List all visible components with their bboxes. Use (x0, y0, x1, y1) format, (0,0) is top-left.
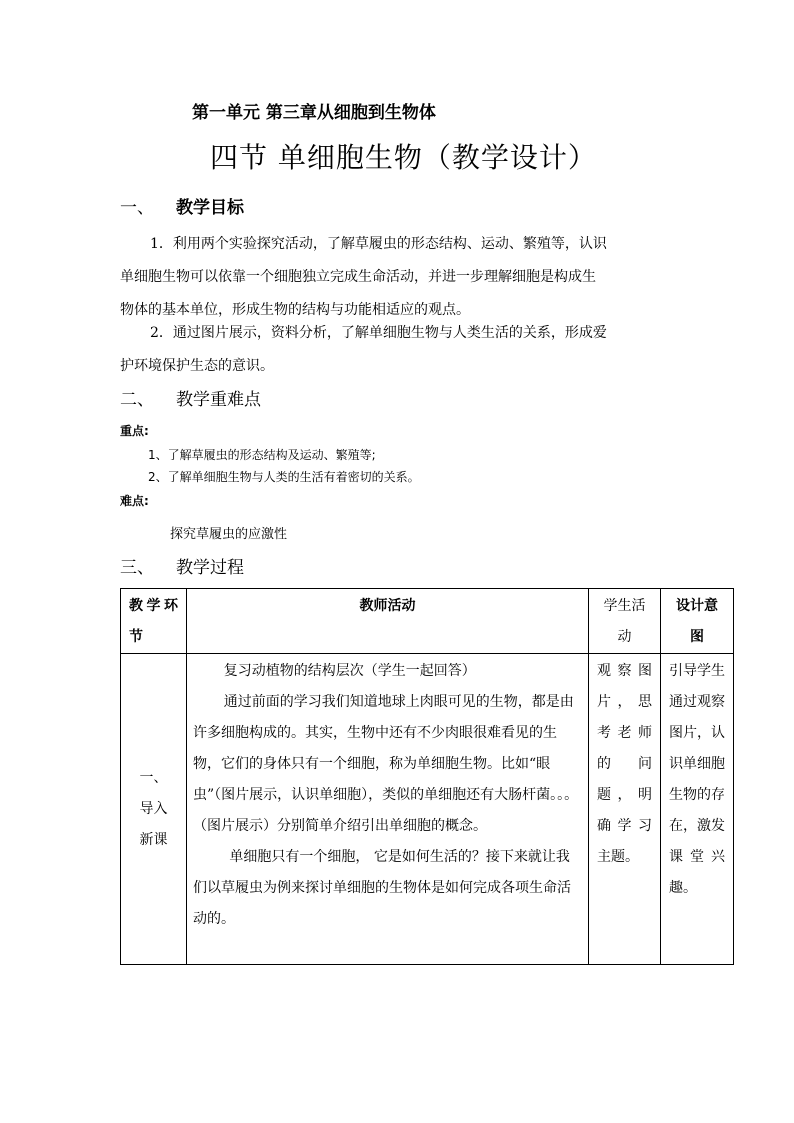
section-1-title: 教学目标 (176, 198, 244, 218)
section-3-title: 教学过程 (176, 558, 244, 578)
header-teacher-activity: 教师活动 (187, 589, 589, 654)
document-title: 四节 单细胞生物（教学设计） (210, 141, 597, 174)
objective-line: 单细胞生物可以依靠一个细胞独立完成生命活动，并进一步理解细胞是构成生 (120, 269, 596, 285)
table-header-row (121, 589, 734, 654)
teacher-activity-cell (187, 654, 589, 965)
key-points-label: 重点: (120, 424, 149, 438)
stage-number: 一、 (139, 769, 168, 786)
header-stage: 教学环节 (121, 589, 187, 654)
section-3-number: 三、 (120, 558, 154, 578)
unit-chapter-line: 第一单元 第三章从细胞到生物体 (192, 103, 436, 123)
difficulty-item: 探究草履虫的应激性 (170, 527, 288, 542)
section-2-title: 教学重难点 (176, 390, 261, 410)
student-activity-cell: 观察图片，思考老师的问题，明确学习主题。 (589, 654, 661, 965)
stage-name-line: 导入 (139, 800, 168, 817)
teacher-activity-paragraph: 单细胞只有一个细胞， 它是如何生活的？接下来就让我们以草履虫为例来探讨单细胞的生物体是如何完成各项生命活动的。 (193, 849, 571, 927)
objective-line: 物体的基本单位，形成生物的结构与功能相适应的观点。 (120, 302, 470, 318)
section-2-heading (120, 385, 261, 410)
objective-line: 护环境保护生态的意识。 (120, 358, 274, 374)
design-intent-cell: 引导学生通过观察图片，认识单细胞生物的存在，激发课堂兴趣。 (661, 654, 734, 965)
table-row (121, 654, 734, 965)
objective-line: 1．利用两个实验探究活动，了解草履虫的形态结构、运动、繁殖等，认识 (150, 236, 607, 252)
header-student-activity: 学生活动 (589, 589, 661, 654)
objective-line: 2．通过图片展示，资料分析，了解单细胞生物与人类生活的关系，形成爱 (150, 325, 607, 341)
difficulty-label: 难点: (120, 494, 149, 508)
stage-cell (121, 654, 187, 965)
header-design-intent: 设计意图 (661, 589, 734, 654)
section-2-number: 二、 (120, 390, 154, 410)
section-1-heading (120, 193, 244, 218)
section-1-number: 一、 (120, 198, 154, 218)
section-3-heading (120, 553, 244, 578)
stage-name-line: 新课 (139, 831, 168, 848)
teacher-activity-paragraph: 通过前面的学习我们知道地球上肉眼可见的生物，都是由许多细胞构成的。其实，生物中还有不少肉眼很难看见的生物，它们的身体只有一个细胞，称为单细胞生物。比如“眼虫”（图片展示，认识单细胞），类似的单细胞还有大肠杆菌。。。（图片展示）分别简单介绍引出单细胞的概念。 (193, 694, 579, 834)
key-point-item: 2、了解单细胞生物与人类的生活有着密切的关系。 (148, 470, 420, 484)
teaching-process-table (120, 588, 734, 965)
key-point-item: 1、了解草履虫的形态结构及运动、繁殖等; (148, 448, 376, 462)
teacher-activity-paragraph: 复习动植物的结构层次（学生一起回答） (223, 663, 476, 679)
